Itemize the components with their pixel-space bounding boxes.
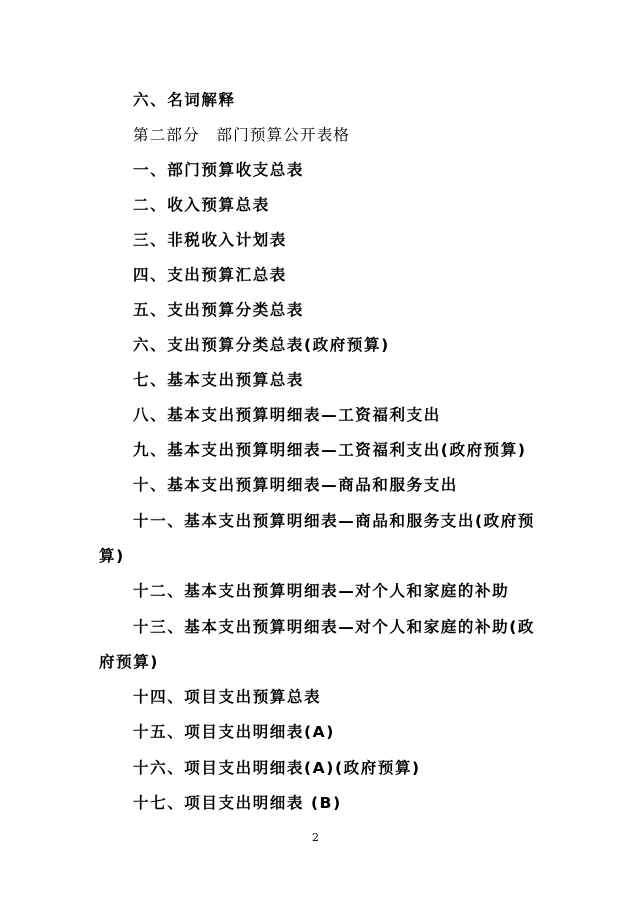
toc-item: 十一、基本支出预算明细表—商品和服务支出(政府预 (133, 512, 535, 530)
toc-item: 六、支出预算分类总表(政府预算) (133, 336, 390, 354)
page-number: 2 (312, 831, 319, 844)
toc-item: 十五、项目支出明细表(A) (133, 723, 335, 741)
section-heading-glossary: 六、名词解释 (133, 91, 236, 109)
toc-item: 十六、项目支出明细表(A)(政府预算) (133, 759, 421, 777)
toc-item: 三、非税收入计划表 (133, 231, 287, 249)
toc-item-continuation: 府预算) (99, 653, 159, 671)
toc-item: 十三、基本支出预算明细表—对个人和家庭的补助(政 (133, 618, 535, 636)
part-two-title: 第二部分 部门预算公开表格 (133, 126, 351, 144)
toc-item: 五、支出预算分类总表 (133, 301, 305, 319)
toc-item: 十四、项目支出预算总表 (133, 688, 322, 706)
toc-item: 十二、基本支出预算明细表—对个人和家庭的补助 (133, 582, 510, 600)
toc-item: 四、支出预算汇总表 (133, 266, 287, 284)
toc-item: 七、基本支出预算总表 (133, 371, 305, 389)
toc-item: 九、基本支出预算明细表—工资福利支出(政府预算) (133, 441, 527, 459)
toc-item: 二、收入预算总表 (133, 196, 270, 214)
toc-item: 八、基本支出预算明细表—工资福利支出 (133, 406, 441, 424)
toc-item: 一、部门预算收支总表 (133, 161, 305, 179)
toc-item-continuation: 算) (99, 547, 125, 565)
toc-item: 十、基本支出预算明细表—商品和服务支出 (133, 476, 458, 494)
toc-item: 十七、项目支出明细表 (B) (133, 794, 342, 812)
